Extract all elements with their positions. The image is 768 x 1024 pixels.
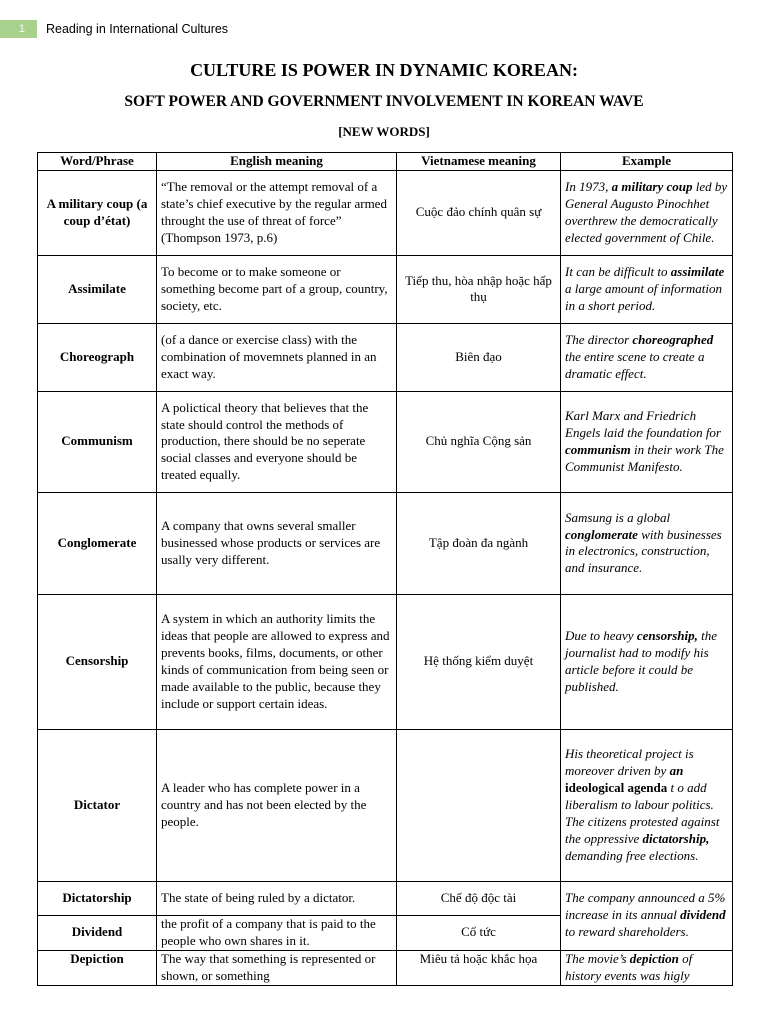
cell-english: “The removal or the attempt removal of a state’s chief executive by the regular armed throught the use of threat of force” (Thompson 1973, p.6)	[157, 170, 397, 255]
cell-example	[561, 170, 733, 255]
table-row	[38, 950, 733, 985]
cell-vietnamese: Tiếp thu, hòa nhập hoặc hấp thụ	[397, 255, 561, 323]
example-text: the entire scene to create a dramatic effect.	[565, 348, 705, 381]
cell-english: (of a dance or exercise class) with the combination of movemnets planned in an exact way.	[157, 323, 397, 391]
cell-example	[561, 492, 733, 594]
column-header-vietnamese: Vietnamese meaning	[397, 153, 561, 171]
cell-vietnamese: Chủ nghĩa Cộng sản	[397, 391, 561, 492]
example-keyword: a military coup	[611, 179, 693, 195]
example-text: Due to heavy	[565, 628, 637, 644]
cell-word: A military coup (a coup d’état)	[38, 170, 157, 255]
example-text: It can be difficult to	[565, 264, 671, 280]
example-text: demanding free elections.	[565, 847, 699, 863]
cell-vietnamese: Tập đoàn đa ngành	[397, 492, 561, 594]
cell-word: Conglomerate	[38, 492, 157, 594]
cell-word: Dividend	[38, 915, 157, 950]
example-keyword: choreographed	[632, 332, 714, 348]
cell-vietnamese: Cuộc đảo chính quân sự	[397, 170, 561, 255]
cell-word: Dictator	[38, 729, 157, 881]
column-header-english: English meaning	[157, 153, 397, 171]
cell-example	[561, 881, 733, 950]
cell-example	[561, 391, 733, 492]
example-text: His theoretical project is moreover driven by	[565, 746, 694, 779]
cell-word: Assimilate	[38, 255, 157, 323]
cell-word: Communism	[38, 391, 157, 492]
example-text: The director	[565, 332, 633, 348]
example-keyword: ideological agenda	[565, 780, 668, 796]
example-text: the journalist had to modify his article before it could be published.	[565, 628, 718, 694]
example-text: In 1973,	[565, 179, 612, 195]
example-text: with businesses in electronics, construction, and insurance.	[565, 526, 722, 576]
cell-example	[561, 594, 733, 729]
cell-vietnamese	[397, 729, 561, 881]
cell-example	[561, 950, 733, 985]
vocabulary-table	[37, 152, 733, 986]
cell-english: The state of being ruled by a dictator.	[157, 881, 397, 915]
cell-vietnamese: Biên đạo	[397, 323, 561, 391]
cell-english: A leader who has complete power in a country and has not been elected by the people.	[157, 729, 397, 881]
cell-english: A company that owns several smaller businessed whose products or services are usally very different.	[157, 492, 397, 594]
table-row	[38, 881, 733, 915]
example-keyword: depiction	[629, 950, 679, 966]
table-row	[38, 323, 733, 391]
example-text: in their work The Communist Manifesto.	[565, 441, 724, 474]
example-text: to reward shareholders.	[565, 924, 689, 940]
cell-english: The way that something is represented or shown, or something	[157, 950, 397, 985]
cell-word: Censorship	[38, 594, 157, 729]
cell-vietnamese: Miêu tả hoặc khắc họa	[397, 950, 561, 985]
cell-word: Dictatorship	[38, 881, 157, 915]
page-header	[0, 20, 768, 38]
cell-example	[561, 323, 733, 391]
example-text: Samsung is a global	[565, 509, 671, 525]
table-row	[38, 170, 733, 255]
example-text: t o add liberalism to labour politics.	[565, 780, 714, 812]
table-row	[38, 391, 733, 492]
example-keyword: conglomerate	[565, 526, 638, 542]
cell-english: the profit of a company that is paid to the people who own shares in it.	[157, 915, 397, 950]
example-text: a large amount of information in a short period.	[565, 280, 722, 313]
cell-vietnamese: Cổ tức	[397, 915, 561, 950]
example-keyword: an	[669, 763, 684, 779]
document-title: CULTURE IS POWER IN DYNAMIC KOREAN:	[190, 60, 578, 80]
cell-vietnamese: Chế độ độc tài	[397, 881, 561, 915]
example-keyword: censorship,	[636, 628, 698, 644]
cell-english: A polictical theory that believes that the state should control the methods of production, there should be no seperate social classes and everyone should be treated equally.	[157, 391, 397, 492]
cell-example	[561, 729, 733, 881]
example-keyword: assimilate	[670, 264, 725, 280]
table-header-row	[38, 153, 733, 171]
example-text: Karl Marx and Friedrich Engels laid the foundation for	[565, 408, 721, 440]
example-keyword: dictatorship,	[642, 830, 710, 846]
example-text: The movie’s	[565, 950, 630, 966]
table-row	[38, 255, 733, 323]
table-row	[38, 729, 733, 881]
example-keyword: communism	[565, 441, 631, 457]
table-row	[38, 594, 733, 729]
cell-example	[561, 255, 733, 323]
table-row	[38, 492, 733, 594]
column-header-example: Example	[561, 153, 733, 171]
example-keyword: dividend	[680, 907, 726, 923]
example-text: The company announced a 5% increase in its annual	[565, 890, 726, 923]
cell-word: Depiction	[38, 950, 157, 985]
cell-vietnamese: Hệ thống kiểm duyệt	[397, 594, 561, 729]
column-header-word: Word/Phrase	[38, 153, 157, 171]
example-text: led by General Augusto Pinochhet overthrew the democratically elected government of Chile.	[565, 179, 728, 245]
cell-english: A system in which an authority limits the ideas that people are allowed to express and prevents books, films, documents, or other kinds of communication from being seen or made available to the public, because they include or support certain ideas.	[157, 594, 397, 729]
header-title: Reading in International Cultures	[46, 22, 229, 36]
section-heading: [NEW WORDS]	[338, 124, 430, 139]
example-text: of history events was higly	[565, 950, 693, 983]
cell-word: Choreograph	[38, 323, 157, 391]
example-text: The citizens protested against the oppressive	[565, 813, 720, 846]
document-subtitle: SOFT POWER AND GOVERNMENT INVOLVEMENT IN KOREAN WAVE	[124, 93, 644, 110]
cell-english: To become or to make someone or something become part of a group, country, society, etc.	[157, 255, 397, 323]
page-number: 1	[0, 20, 37, 38]
